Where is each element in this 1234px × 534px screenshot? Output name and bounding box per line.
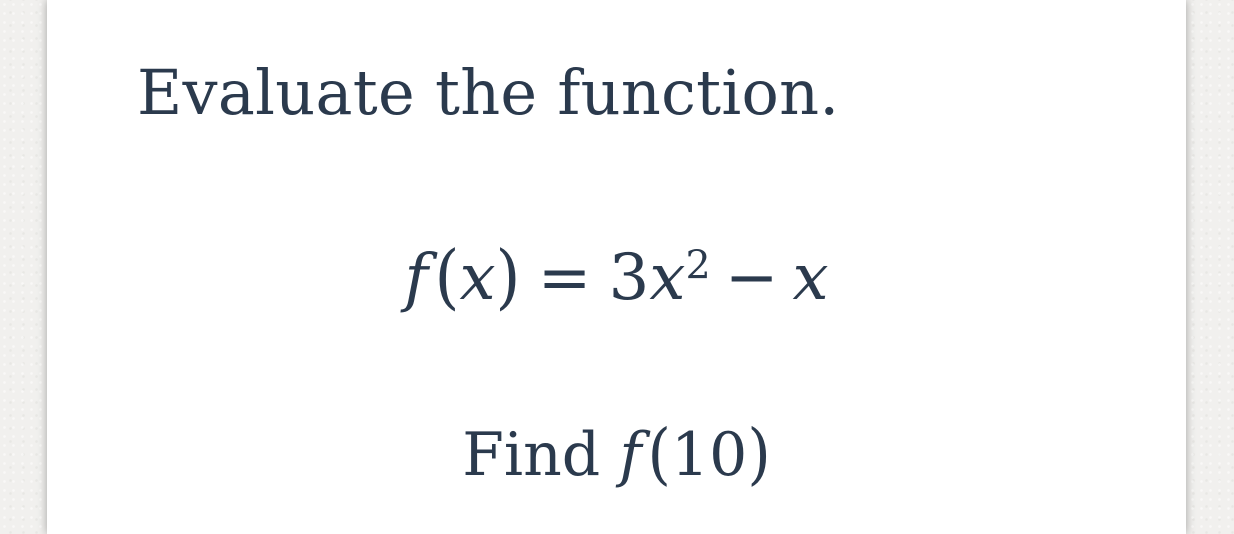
- formula-coefficient: 3: [608, 241, 650, 315]
- function-formula: [47, 238, 1186, 318]
- formula-exponent: 2: [685, 242, 711, 289]
- task-f: f: [619, 420, 642, 490]
- question-card: [47, 0, 1186, 534]
- formula-f: f: [404, 241, 429, 315]
- formula-open-paren: (: [434, 236, 460, 319]
- formula-argument: x: [459, 241, 496, 315]
- formula-second-term: x: [792, 241, 829, 315]
- formula-variable: x: [649, 241, 686, 315]
- task-find-label: Find: [462, 420, 601, 490]
- formula-equals: =: [537, 241, 592, 315]
- task-close-paren: ): [747, 415, 771, 493]
- task-open-paren: (: [647, 415, 671, 493]
- formula-minus: −: [724, 241, 779, 315]
- prompt-text: Evaluate the function.: [137, 56, 840, 129]
- formula-close-paren: ): [495, 236, 521, 319]
- find-expression: [47, 415, 1186, 493]
- task-value: 10: [670, 420, 748, 490]
